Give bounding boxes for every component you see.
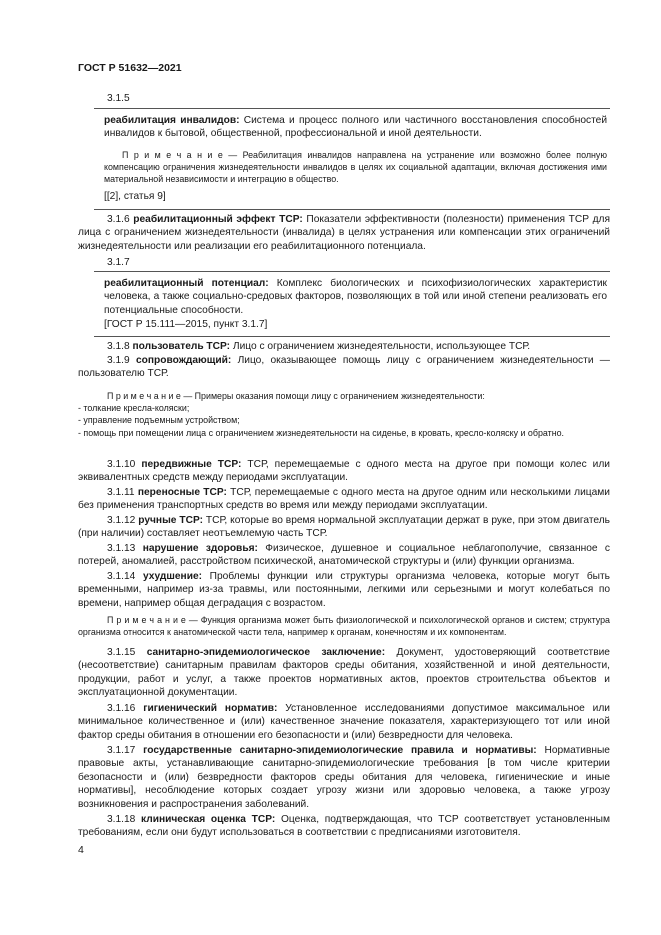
term-definition-3-1-17: [78, 744, 610, 811]
section-number: 3.1.16: [107, 703, 136, 714]
term-name: пользователь ТСР:: [132, 341, 231, 352]
note-list-item: - управление подъемным устройством;: [78, 415, 240, 426]
term-name: реабилитационный эффект ТСР:: [133, 214, 303, 225]
note-3-1-9: [78, 390, 610, 439]
note-text: — Примеры оказания помощи лицу с ограничением жизнедеятельности:: [180, 391, 485, 401]
term-definition-3-1-8: [78, 340, 610, 353]
term-text: ТСР, которые во время нормальной эксплуатации держат в руке, при этом двигатель (при наличии) составляет неотъемлемую часть ТСР.: [78, 515, 610, 540]
note-3-1-14: [78, 614, 610, 638]
term-name: реабилитационный потенциал:: [104, 278, 269, 289]
section-number: 3.1.10: [107, 459, 136, 470]
section-number: 3.1.14: [107, 571, 136, 582]
term-box-3-1-7: [94, 271, 610, 337]
term-text: Оценка, подтверждающая, что ТСР соответствует установленным требованиям, если они будут использоваться в соответствии с предписаниями изготовителя.: [78, 814, 610, 839]
term-name: передвижные ТСР:: [141, 459, 242, 470]
term-text: Система и процесс полного или частичного восстановления способностей инвалидов к бытовой, общественной, профессиональной и иной деятельности.: [104, 115, 608, 140]
term-name: санитарно-эпидемиологическое заключение:: [146, 647, 386, 658]
term-definition-3-1-18: [78, 813, 610, 840]
term-name: переносные ТСР:: [137, 487, 227, 498]
term-text: ТСР, перемещаемые с одного места на другое одним или несколькими лицами без применения транспортных средств во время или между периодами эксплуатации.: [78, 487, 610, 512]
term-definition-3-1-12: [78, 514, 610, 541]
note-3-1-5: [104, 149, 607, 186]
note-label: П р и м е ч а н и е: [107, 391, 181, 401]
term-text: Нормативные правовые акты, устанавливающие санитарно-эпидемиологические требования [в том числе критерии безопасности и (или) безвредности факторов среды обитания для человека, гигиенические и иные нормативы], несоблюдение которых создает угрозу жизни или здоровью человека, а также угрозу возникновения и распространения заболеваний.: [78, 745, 610, 810]
term-text: ТСР, перемещаемые с одного места на другое при помощи колес или эквивалентных средств между периодами эксплуатации.: [78, 459, 610, 484]
note-text: — Функция организма может быть физиологической и психологической органов и систем; структура организма относится к анатомической части тела, например к органам, конечностям и их компонентам.: [78, 615, 610, 638]
term-name: реабилитация инвалидов:: [104, 115, 240, 126]
section-number: 3.1.8: [107, 341, 130, 352]
term-text: Лицо, оказывающее помощь лицу с ограничением жизнедеятельности — пользователю ТСР.: [78, 355, 610, 380]
term-definition-3-1-14: [78, 570, 610, 610]
term-definition-3-1-15: [78, 646, 610, 700]
term-text: Лицо с ограничением жизнедеятельности, использующее ТСР.: [230, 341, 531, 352]
note-list-item: - помощь при помещении лица с ограничением жизнедеятельности на сиденье, в кровать, кресло-коляску и обратно.: [78, 427, 564, 438]
term-text: Документ, удостоверяющий соответствие (несоответствие) санитарным правилам факторов среды обитания, хозяйственной и иной деятельности, продукции, работ и услуг, а также проектов нормативных актов, проектов строительства объектов и эксплуатационной документации.: [78, 647, 610, 699]
section-number: 3.1.12: [107, 515, 136, 526]
section-number: 3.1.6: [107, 214, 130, 225]
term-name: гигиенический норматив:: [143, 703, 278, 714]
term-name: нарушение здоровья:: [142, 543, 258, 554]
term-name: ухудшение:: [142, 571, 203, 582]
section-number: 3.1.15: [107, 647, 136, 658]
term-text: Показатели эффективности (полезности) применения ТСР для лица с ограничением жизнедеятельности (инвалида) в целях устранения или компенсации этих ограничений жизнедеятельности или реализации его реабилитационного потенциала.: [78, 214, 611, 252]
term-text: Комплекс биологических и психофизиологических характеристик человека, а также социально-средовых факторов, позволяющих в той или иной степени реализовать его потенциальные способности.: [104, 278, 607, 316]
note-label: П р и м е ч а н и е: [107, 615, 186, 625]
term-name: клиническая оценка ТСР:: [141, 814, 276, 825]
term-definition-3-1-13: [78, 542, 610, 569]
term-text: Установленное исследованиями допустимое максимальное или минимальное количественное и (или) качественное значение показателя, характеризующего тот или иной фактор среды обитания в отношении его безопасности и (или) безвредности для человека.: [78, 703, 611, 741]
section-number: 3.1.11: [107, 487, 135, 498]
term-name: государственные санитарно-эпидемиологические правила и нормативы:: [143, 745, 537, 756]
term-definition-3-1-16: [78, 702, 610, 742]
term-text: Проблемы функции или структуры организма человека, которые могут быть временными, например из-за травмы, или постоянными, легкими или серьезными и могут колебаться по времени, например общая деградация с возрастом.: [78, 571, 610, 609]
term-box-3-1-5: [94, 108, 610, 210]
term-definition-3-1-10: [78, 458, 610, 485]
section-number: 3.1.9: [107, 355, 130, 366]
term-name: сопровождающий:: [135, 355, 232, 366]
term-definition-3-1-9: [78, 354, 610, 381]
section-number-3-1-7: 3.1.7: [107, 257, 130, 268]
page-number: 4: [78, 844, 84, 856]
note-line: [78, 390, 610, 402]
term-name: ручные ТСР:: [138, 515, 203, 526]
document-header: ГОСТ Р 51632—2021: [78, 62, 182, 74]
section-number: 3.1.18: [107, 814, 136, 825]
term-definition-3-1-6: [78, 213, 610, 253]
reference-3-1-5: [[2], статья 9]: [104, 191, 166, 202]
reference-3-1-7: [ГОСТ Р 15.111—2015, пункт 3.1.7]: [104, 319, 268, 330]
section-number: 3.1.13: [107, 543, 136, 554]
section-number: 3.1.17: [107, 745, 136, 756]
note-label: П р и м е ч а н и е: [122, 150, 223, 160]
term-definition-3-1-11: [78, 486, 610, 513]
section-number-3-1-5: 3.1.5: [107, 93, 130, 104]
term-definition-3-1-5: [104, 114, 607, 141]
term-definition-3-1-7: [104, 277, 607, 317]
term-text: Физическое, душевное и социальное неблагополучие, связанное с потерей, аномалией, расстройством психической, анатомической структуры и (или) функции организма.: [78, 543, 610, 568]
note-text: — Реабилитация инвалидов направлена на устранение или возможно более полную компенсацию ограничения жизнедеятельности инвалидов в целях их социальной адаптации, включая достижения ими материальной независимости и интеграцию в общество.: [104, 150, 607, 185]
note-list-item: - толкание кресла-коляски;: [78, 403, 190, 414]
